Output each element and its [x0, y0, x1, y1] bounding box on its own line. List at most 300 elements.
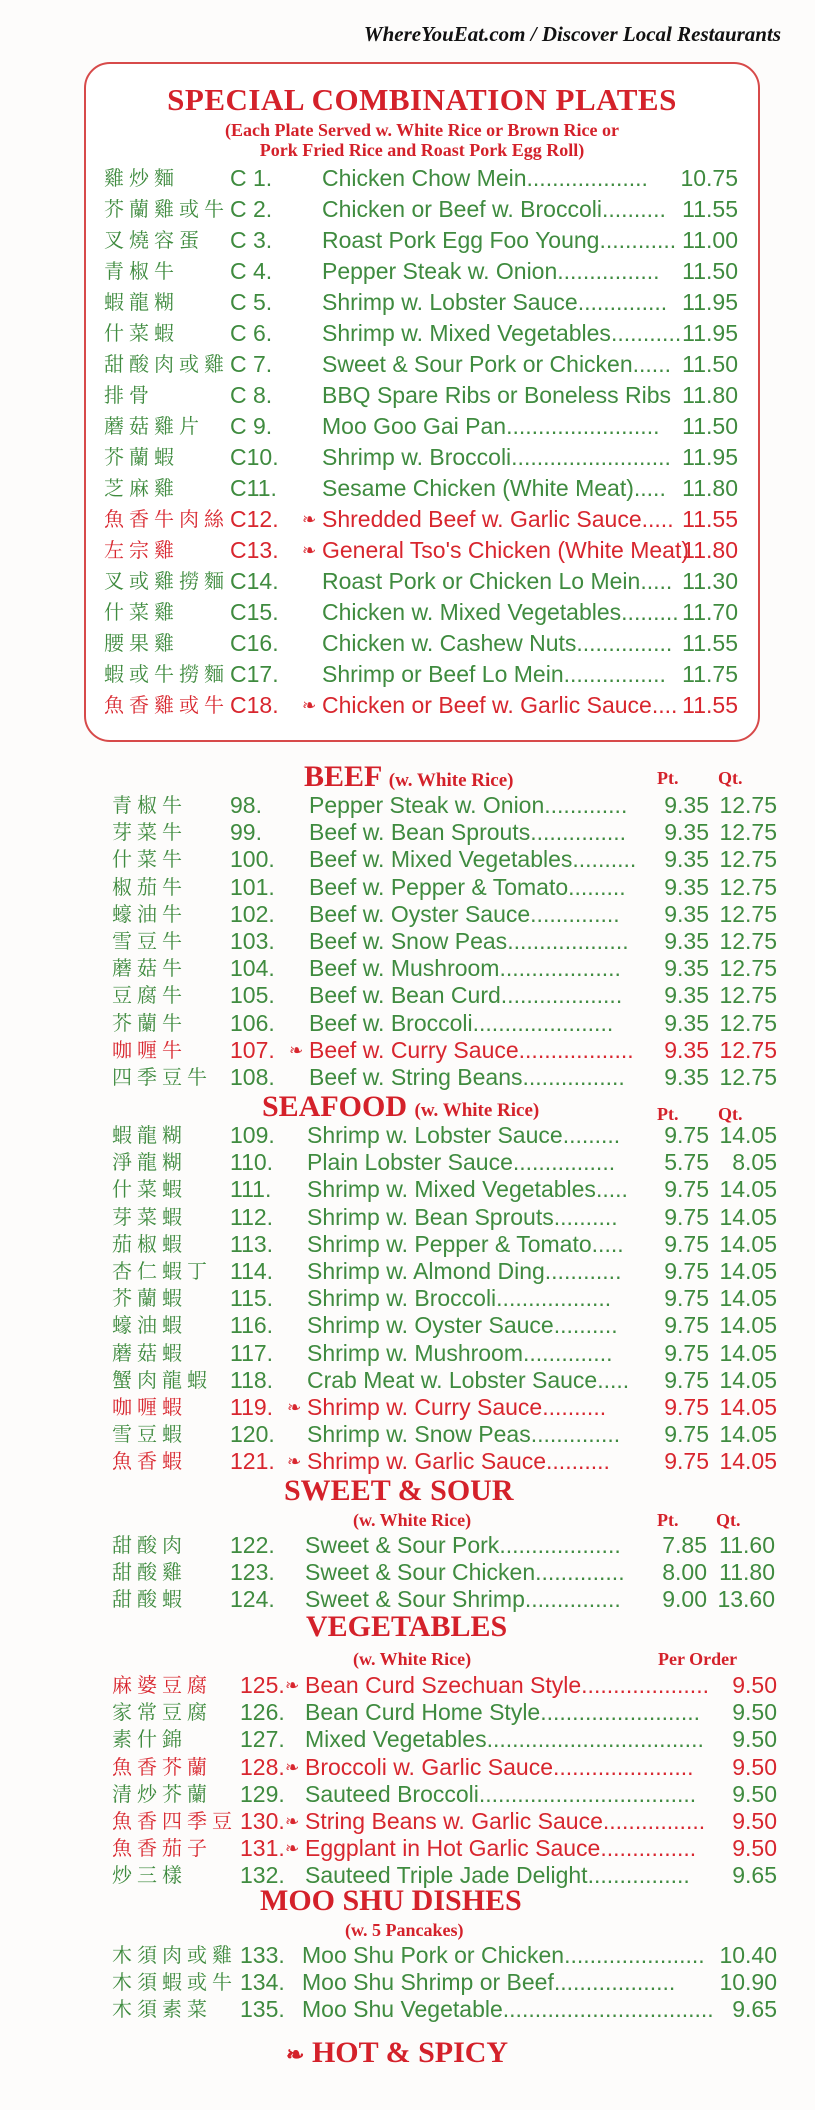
leader-dots: ...... [632, 351, 671, 377]
item-name-text: Shrimp w. Mushroom [307, 1339, 524, 1366]
item-price: 9.50 [732, 1835, 777, 1862]
item-name-text: Bean Curd Szechuan Style [305, 1672, 582, 1698]
item-number: C14. [230, 568, 279, 594]
chinese-name: 咖喱蝦 [112, 1395, 187, 1419]
menu-item-row [112, 1036, 777, 1064]
leader-dots: .... [651, 692, 678, 718]
leader-dots: ............ [599, 227, 677, 253]
item-price: 11.55 [682, 692, 738, 718]
leader-dots: ................... [507, 928, 629, 954]
pint-price: 9.75 [664, 1176, 709, 1203]
chinese-name: 甜酸肉或雞 [104, 352, 229, 376]
menu-item-row [104, 444, 744, 471]
leader-dots: .................................. [478, 1780, 697, 1807]
item-name-text: Shrimp w. Broccoli [307, 1285, 497, 1312]
item-name-text: Sweet & Sour Shrimp [305, 1586, 525, 1613]
menu-item-row [112, 792, 777, 819]
quart-price: 8.05 [732, 1149, 777, 1176]
chinese-name: 蝦或牛撈麵 [104, 662, 229, 686]
item-name-text: Sweet & Sour Chicken [305, 1559, 536, 1586]
item-number: 116. [230, 1312, 274, 1339]
item-name-text: Pepper Steak w. Onion [309, 792, 545, 818]
chili-pepper-icon: ❧ [289, 1040, 304, 1060]
quart-price: 14.05 [719, 1339, 777, 1366]
item-name [305, 1781, 696, 1808]
item-number: 101. [230, 873, 275, 900]
leader-dots: ..... [633, 475, 666, 501]
chinese-name: 蠔油蝦 [112, 1313, 187, 1338]
item-name [305, 1835, 696, 1862]
chinese-name: 什菜蝦 [112, 1177, 187, 1202]
item-number: C 5. [230, 289, 273, 315]
item-name [322, 444, 671, 471]
chinese-name: 什菜雞 [104, 600, 179, 624]
quart-price: 14.05 [719, 1203, 777, 1230]
item-name [307, 1448, 610, 1475]
item-name-text: Shrimp w. Bean Sprouts [307, 1203, 554, 1230]
item-name [322, 661, 666, 688]
chinese-name: 蟹肉龍蝦 [112, 1367, 212, 1392]
quart-price: 13.60 [717, 1586, 775, 1613]
chinese-name: 芥蘭蝦 [104, 445, 179, 469]
leader-dots: ..... [597, 1366, 630, 1393]
menu-item-row [112, 819, 777, 846]
item-name [305, 1559, 625, 1586]
item-number: 130. [240, 1808, 285, 1834]
item-price: 11.70 [682, 599, 738, 625]
item-name [322, 165, 648, 192]
chinese-name: 茄椒蝦 [112, 1231, 187, 1256]
item-name-text: Sesame Chicken (White Meat) [322, 475, 634, 501]
item-name-text: Shrimp w. Mixed Vegetables [307, 1176, 596, 1203]
chinese-name: 什菜蝦 [104, 321, 179, 345]
item-name-text: Crab Meat w. Lobster Sauce [307, 1366, 598, 1393]
item-name [309, 792, 627, 819]
item-price: 11.95 [682, 289, 738, 315]
menu-item-row [112, 1753, 777, 1781]
leader-dots: ................... [499, 1532, 621, 1558]
item-price: 11.55 [682, 196, 738, 222]
leader-dots: .......... [542, 1394, 607, 1420]
quart-price: 12.75 [719, 900, 777, 927]
item-number: C10. [230, 444, 279, 470]
item-number: 131. [240, 1835, 285, 1862]
item-price: 11.50 [682, 351, 738, 377]
menu-item-row [112, 1009, 777, 1037]
item-number: C 8. [230, 382, 273, 408]
item-number: 121. [230, 1448, 275, 1475]
item-number: C 3. [230, 227, 273, 253]
chinese-name: 四季豆牛 [112, 1065, 212, 1089]
item-name-text: Chicken Chow Mein [322, 165, 527, 191]
chinese-name: 素什錦 [112, 1727, 187, 1752]
menu-item-row [112, 1808, 777, 1835]
item-name-text: Moo Shu Vegetable [302, 1996, 503, 2023]
pint-price: 9.35 [664, 846, 709, 873]
leader-dots: ................ [587, 1862, 690, 1889]
item-name-text: Shredded Beef w. Garlic Sauce [322, 506, 642, 532]
menu-item-row [112, 1230, 777, 1258]
leader-dots: ............... [576, 630, 673, 656]
item-name-text: Beef w. Mixed Vegetables [309, 846, 573, 873]
item-number: 132. [240, 1862, 285, 1889]
pint-price: 9.00 [662, 1586, 707, 1613]
quart-price: 12.75 [719, 819, 777, 846]
chinese-name: 芥蘭蝦 [112, 1286, 187, 1311]
item-name [309, 874, 626, 901]
menu-item-row [112, 1532, 775, 1559]
menu-item-row [112, 1203, 777, 1231]
item-price: 10.90 [719, 1969, 777, 1996]
menu-item-row [112, 1366, 777, 1394]
item-name-text: Beef w. Bean Sprouts [309, 819, 531, 846]
chinese-name: 青椒牛 [112, 793, 187, 817]
item-name-text: Shrimp w. Snow Peas [307, 1421, 531, 1448]
item-number: 100. [230, 846, 275, 873]
item-name [322, 475, 666, 502]
leader-dots: ...................... [552, 1753, 694, 1780]
menu-item-row [104, 599, 744, 626]
menu-item-row [112, 1448, 777, 1475]
pint-price: 9.75 [664, 1312, 709, 1339]
chinese-name: 杏仁蝦丁 [112, 1259, 212, 1283]
sweet-sour-qt-header: Qt. [716, 1510, 741, 1530]
item-name [307, 1176, 628, 1203]
leader-dots: ......... [568, 873, 626, 900]
chinese-name: 左宗雞 [104, 538, 179, 562]
item-price: 11.50 [682, 258, 738, 284]
item-name [307, 1231, 624, 1258]
item-name-text: Beef w. Bean Curd [309, 982, 501, 1009]
quart-price: 12.75 [719, 846, 777, 873]
item-name [322, 382, 671, 409]
leader-dots: ......................... [511, 444, 671, 470]
item-name-text: Chicken w. Cashew Nuts [322, 630, 577, 656]
item-name [322, 568, 672, 595]
item-number: C 7. [230, 351, 273, 377]
item-name [309, 1064, 625, 1091]
leader-dots: ................ [563, 661, 666, 687]
combination-title: SPECIAL COMBINATION PLATES [167, 82, 677, 117]
quart-price: 14.05 [719, 1312, 777, 1339]
menu-item-row [112, 1672, 777, 1699]
chinese-name: 清炒芥蘭 [112, 1781, 212, 1806]
chinese-name: 叉或雞撈麵 [104, 569, 229, 593]
item-price: 11.95 [682, 444, 738, 470]
item-number: 113. [230, 1230, 274, 1257]
item-name-text: Shrimp w. Lobster Sauce [322, 289, 578, 315]
quart-price: 14.05 [719, 1394, 777, 1420]
item-name-text: General Tso's Chicken (White Meat) [322, 537, 689, 563]
chili-pepper-icon: ❧ [286, 2042, 305, 2067]
item-name [322, 506, 674, 533]
leader-dots: ......... [562, 1122, 621, 1148]
leader-dots: ................... [526, 165, 648, 191]
quart-price: 12.75 [719, 982, 777, 1009]
leader-dots: ................................. [502, 1996, 714, 2023]
pint-price: 5.75 [664, 1149, 709, 1176]
menu-item-row [112, 1339, 777, 1367]
menu-item-row [104, 165, 744, 192]
item-name-text: Plain Lobster Sauce [307, 1149, 513, 1176]
item-number: 134. [240, 1969, 285, 1996]
menu-item-row [112, 1149, 777, 1176]
item-number: C 1. [230, 165, 273, 191]
pint-price: 9.75 [664, 1366, 709, 1393]
item-name [309, 846, 636, 873]
item-number: 128. [240, 1753, 285, 1780]
item-name-text: Chicken w. Mixed Vegetables [322, 599, 622, 625]
chinese-name: 甜酸肉 [112, 1533, 187, 1557]
quart-price: 14.05 [719, 1366, 777, 1393]
item-price: 11.30 [682, 568, 738, 594]
chinese-name: 炒三樣 [112, 1863, 187, 1888]
item-name [307, 1421, 620, 1448]
chinese-name: 蘑菇牛 [112, 956, 187, 981]
leader-dots: .......... [553, 1203, 618, 1230]
item-price: 9.50 [732, 1753, 777, 1780]
menu-item-row [104, 289, 744, 316]
item-name-text: Shrimp w. Garlic Sauce [307, 1448, 547, 1475]
chili-pepper-icon: ❧ [285, 1839, 300, 1859]
item-number: 102. [230, 900, 275, 927]
item-number: 99. [230, 819, 262, 846]
item-price: 11.50 [682, 413, 738, 439]
menu-item-row [112, 1285, 777, 1312]
pint-price: 9.35 [664, 928, 709, 954]
item-name-text: Beef w. Oyster Sauce [309, 900, 531, 927]
pint-price: 9.75 [664, 1122, 709, 1148]
pint-price: 9.75 [664, 1203, 709, 1230]
chili-pepper-icon: ❧ [285, 1812, 300, 1831]
item-name [322, 599, 679, 626]
chinese-name: 叉燒容蛋 [104, 228, 204, 252]
quart-price: 14.05 [719, 1285, 777, 1312]
pint-price: 7.85 [662, 1532, 707, 1558]
menu-item-row [112, 1394, 777, 1421]
item-name-text: Beef w. Pepper & Tomato [309, 873, 569, 900]
item-name [305, 1672, 709, 1699]
item-name [307, 1149, 615, 1176]
quart-price: 12.75 [719, 955, 777, 982]
item-name-text: Chicken or Beef w. Broccoli [322, 196, 602, 222]
chinese-name: 蝦龍糊 [112, 1123, 187, 1147]
item-name [322, 320, 681, 347]
item-number: 103. [230, 928, 275, 954]
item-price: 9.65 [732, 1996, 777, 2023]
menu-item-row [104, 258, 744, 285]
chinese-name: 蘑菇蝦 [112, 1340, 187, 1365]
chinese-name: 魚香牛肉絲 [104, 507, 229, 531]
leader-dots: ............... [530, 819, 627, 846]
pint-price: 9.35 [664, 873, 709, 900]
leader-dots: .............. [577, 289, 668, 315]
item-name [305, 1699, 700, 1726]
quart-price: 12.75 [719, 1036, 777, 1063]
quart-price: 11.80 [719, 1559, 775, 1586]
item-number: 118. [230, 1366, 274, 1393]
leader-dots: ........................ [506, 413, 660, 439]
item-number: 119. [230, 1394, 274, 1420]
item-name-text: Beef w. Broccoli [309, 1009, 473, 1036]
chinese-name: 魚香茄子 [112, 1836, 212, 1861]
item-name [307, 1285, 611, 1312]
quart-price: 11.60 [719, 1532, 775, 1558]
leader-dots: ..... [591, 1230, 624, 1257]
leader-dots: .......... [553, 1312, 618, 1339]
item-number: C 2. [230, 196, 273, 222]
leader-dots: ............... [524, 1586, 621, 1613]
leader-dots: ...................... [564, 1942, 705, 1968]
item-number: 114. [230, 1258, 274, 1284]
item-number: C12. [230, 506, 279, 532]
pint-price: 9.35 [664, 982, 709, 1009]
chinese-name: 甜酸蝦 [112, 1587, 187, 1612]
leader-dots: ......... [621, 599, 679, 625]
item-number: 110. [230, 1149, 274, 1176]
item-name-text: Shrimp w. Almond Ding [307, 1258, 545, 1284]
item-price: 9.50 [732, 1808, 777, 1834]
item-number: 109. [230, 1122, 275, 1148]
leader-dots: ................ [602, 1808, 706, 1834]
item-number: 108. [230, 1064, 275, 1090]
quart-price: 12.75 [719, 873, 777, 900]
item-name-text: Eggplant in Hot Garlic Sauce [305, 1835, 601, 1862]
chinese-name: 芽菜牛 [112, 820, 187, 845]
item-number: 112. [230, 1203, 274, 1230]
item-number: 129. [240, 1780, 285, 1807]
menu-item-row [112, 1780, 777, 1808]
quart-price: 14.05 [719, 1421, 777, 1448]
leader-dots: ................ [522, 1064, 625, 1090]
item-price: 10.40 [719, 1942, 777, 1968]
leader-dots: .............. [535, 1559, 625, 1586]
menu-item-row [112, 1726, 777, 1753]
vegetables-title: VEGETABLES [306, 1610, 508, 1643]
chinese-name: 芽菜蝦 [112, 1204, 187, 1229]
menu-item-row [112, 1258, 777, 1285]
item-name-text: Sweet & Sour Pork [305, 1532, 500, 1558]
leader-dots: .............. [530, 900, 620, 927]
item-number: 133. [240, 1942, 285, 1968]
menu-item-row [112, 1942, 777, 1969]
item-name [309, 901, 620, 928]
leader-dots: .......... [601, 196, 666, 222]
chinese-name: 雞炒麵 [104, 166, 179, 190]
chinese-name: 雪豆蝦 [112, 1422, 187, 1447]
leader-dots: .......... [546, 1448, 610, 1475]
pint-price: 9.35 [664, 1009, 709, 1036]
chinese-name: 蘑菇雞片 [104, 414, 204, 438]
beef-pt-header: Pt. [657, 768, 679, 788]
item-price: 11.00 [682, 227, 738, 253]
item-name [322, 258, 660, 285]
chinese-name: 排骨 [104, 383, 154, 407]
seafood-pt-header: Pt. [657, 1104, 679, 1124]
item-name-text: Moo Goo Gai Pan [322, 413, 507, 439]
quart-price: 14.05 [719, 1176, 777, 1203]
item-number: C15. [230, 599, 279, 625]
pint-price: 8.00 [662, 1559, 707, 1586]
item-name [302, 1996, 714, 2023]
leader-dots: ...................... [472, 1009, 614, 1036]
item-price: 9.65 [732, 1862, 777, 1889]
leader-dots: ..... [641, 506, 674, 532]
menu-item-row [104, 537, 744, 564]
item-name [322, 537, 689, 564]
chinese-name: 麻婆豆腐 [112, 1673, 212, 1697]
leader-dots: ............... [600, 1835, 697, 1862]
item-number: 107. [230, 1036, 275, 1063]
menu-item-row [104, 320, 744, 347]
menu-item-row [112, 1835, 777, 1862]
chili-pepper-icon: ❧ [285, 1757, 300, 1777]
item-name-text: Moo Shu Shrimp or Beef [302, 1969, 554, 1996]
menu-item-row [112, 1996, 777, 2023]
item-name-text: Sweet & Sour Pork or Chicken [322, 351, 633, 377]
menu-item-row [104, 506, 744, 533]
item-name [322, 692, 677, 719]
leader-dots: .................. [518, 1036, 634, 1063]
leader-dots: ............ [544, 1258, 622, 1284]
chinese-name: 什菜牛 [112, 847, 187, 872]
watermark: WhereYouEat.com / Discover Local Restaurants [363, 22, 781, 46]
item-number: 115. [230, 1285, 274, 1312]
quart-price: 14.05 [719, 1448, 777, 1475]
item-price: 11.80 [682, 475, 738, 501]
item-number: C 9. [230, 413, 273, 439]
chinese-name: 魚香蝦 [112, 1449, 187, 1474]
beef-title: BEEF (w. White Rice) [304, 760, 514, 793]
chili-pepper-icon: ❧ [302, 696, 317, 715]
item-name [309, 819, 626, 846]
item-name-text: Shrimp or Beef Lo Mein [322, 661, 564, 687]
pint-price: 9.75 [664, 1421, 709, 1448]
item-name [305, 1532, 621, 1559]
item-name [307, 1394, 606, 1421]
item-name [322, 630, 672, 657]
menu-item-row [104, 661, 744, 688]
item-price: 9.50 [732, 1726, 777, 1753]
item-name [305, 1754, 694, 1781]
leader-dots: ................... [499, 955, 621, 982]
item-name [322, 196, 666, 223]
item-name [307, 1122, 620, 1149]
item-name [307, 1258, 621, 1285]
item-number: 117. [230, 1339, 274, 1366]
pint-price: 9.75 [664, 1258, 709, 1284]
item-name-text: Beef w. Mushroom [309, 955, 500, 982]
item-number: 120. [230, 1421, 275, 1448]
item-price: 9.50 [732, 1672, 777, 1698]
menu-item-row [112, 1969, 777, 1996]
sweet-sour-pt-header: Pt. [657, 1510, 679, 1530]
pint-price: 9.75 [664, 1394, 709, 1420]
item-name-text: BBQ Spare Ribs or Boneless Ribs [322, 382, 671, 408]
leader-dots: .................................. [486, 1726, 704, 1753]
item-price: 11.55 [682, 506, 738, 532]
quart-price: 12.75 [719, 928, 777, 954]
item-name-text: Sauteed Broccoli [305, 1780, 479, 1807]
menu-item-row [112, 873, 777, 901]
chinese-name: 椒茄牛 [112, 874, 187, 899]
item-name-text: Beef w. String Beans [309, 1064, 523, 1090]
chili-pepper-icon: ❧ [287, 1452, 302, 1472]
menu-item-row [112, 1176, 777, 1203]
menu-item-row [112, 1421, 777, 1448]
menu-item-row [104, 630, 744, 657]
chinese-name: 腰果雞 [104, 631, 179, 655]
